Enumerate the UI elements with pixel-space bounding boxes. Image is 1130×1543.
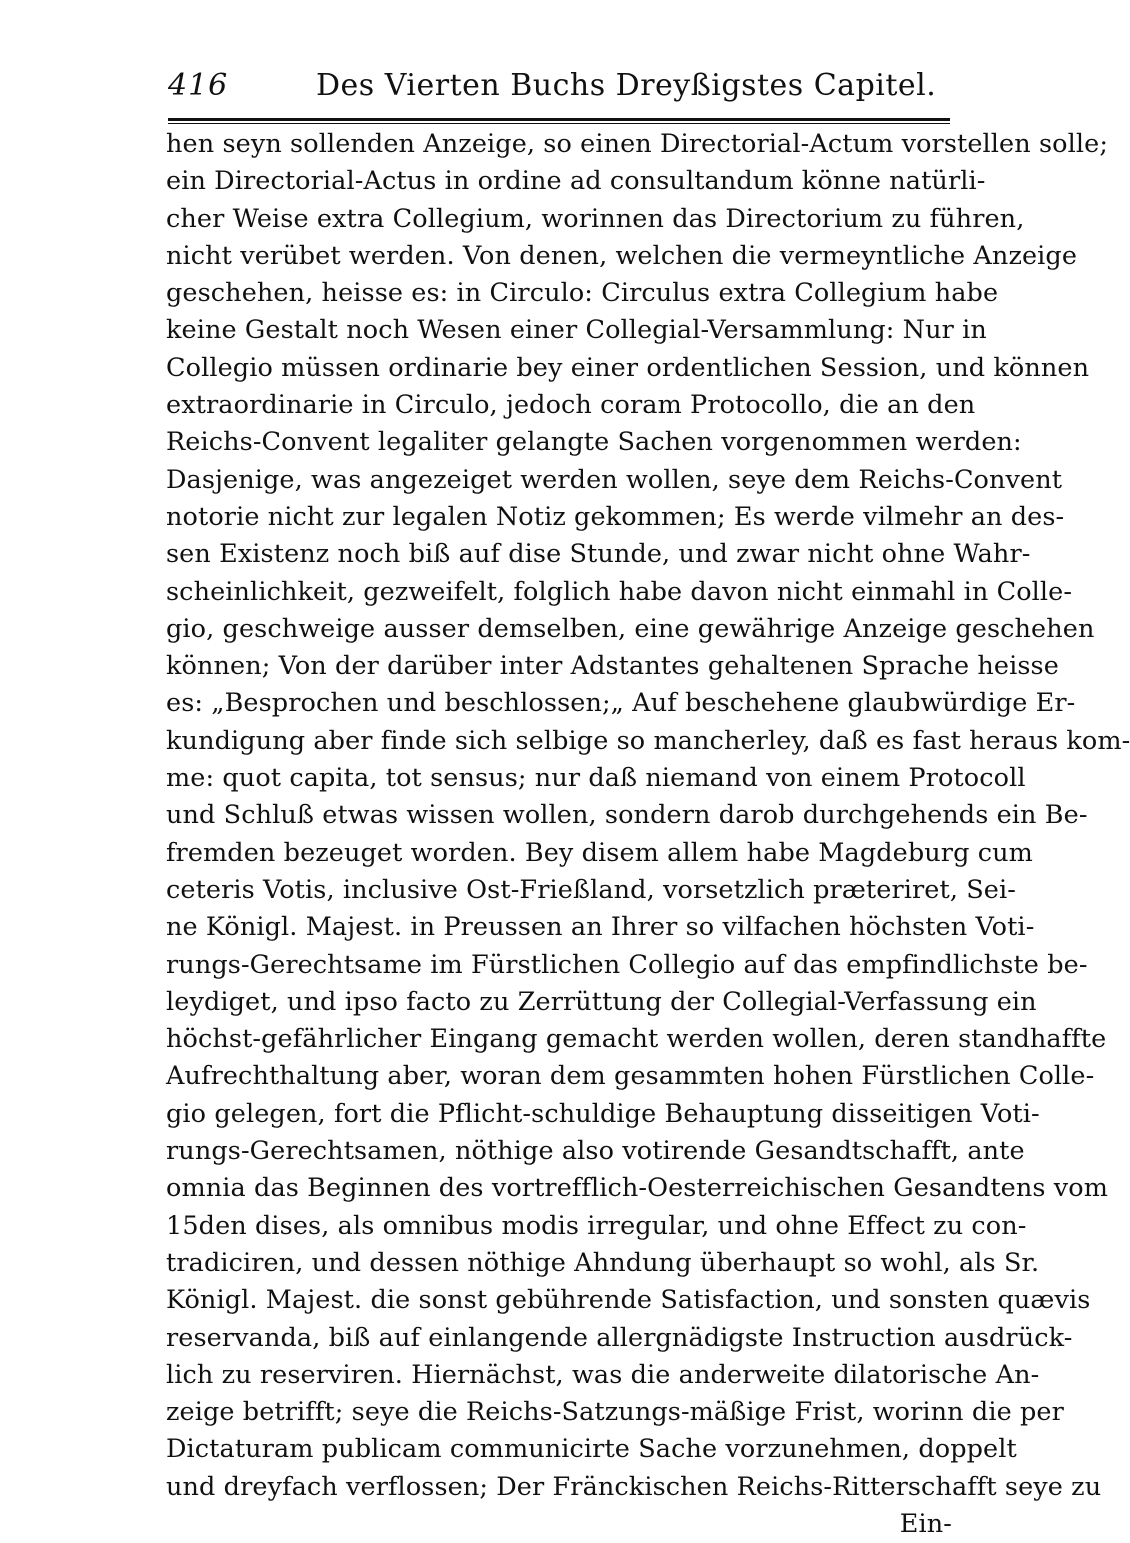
text-line: kundigung aber finde sich selbige so mancherley, daß es fast heraus kom- [166,725,1130,756]
text-line: gio, geschweige ausser demselben, eine gewährige Anzeige geschehen [166,613,1095,644]
text-line: Dasjenige, was angezeiget werden wollen, seye dem Reichs-Convent [166,464,1063,495]
body-text [166,126,1130,1543]
text-line: extraordinarie in Circulo, jedoch coram Protocollo, die an den [166,390,976,421]
text-line: geschehen, heisse es: in Circulo: Circulus extra Collegium habe [166,278,999,309]
text-line: tradiciren, und dessen nöthige Ahndung überhaupt so wohl, als Sr. [166,1247,1040,1278]
text-line: Aufrechthaltung aber, woran dem gesammten hohen Fürstlichen Colle- [166,1061,1095,1092]
text-line: gio gelegen, fort die Pflicht-schuldige Behauptung disseitigen Voti- [166,1098,1040,1129]
text-line: leydiget, und ipso facto zu Zerrüttung der Collegial-Verfassung ein [166,986,1037,1017]
text-line: fremden bezeuget worden. Bey disem allem habe Magdeburg cum [166,837,1033,868]
text-line: rungs-Gerechtsame im Fürstlichen Collegio auf das empfindlichste be- [166,949,1088,980]
text-line: Königl. Majest. die sonst gebührende Satisfaction, und sonsten quævis [166,1285,1091,1316]
header-rule [168,118,950,124]
text-line: und Schluß etwas wissen wollen, sondern darob durchgehends ein Be- [166,800,1088,831]
text-line: nicht verübet werden. Von denen, welchen die vermeyntliche Anzeige [166,240,1078,271]
text-line: es: „Besprochen und beschlossen;„ Auf beschehene glaubwürdige Er- [166,688,1076,719]
text-line: scheinlichkeit, gezweifelt, folglich habe davon nicht einmahl in Colle- [166,576,1073,607]
text-line: cher Weise extra Collegium, worinnen das Directorium zu führen, [166,203,1025,234]
catchword: Ein- [899,1508,952,1539]
text-line: Collegio müssen ordinarie bey einer ordentlichen Session, und können [166,352,1090,383]
text-line: reservanda, biß auf einlangende allergnädigste Instruction ausdrück- [166,1322,1073,1353]
text-line: rungs-Gerechtsamen, nöthige also votirende Gesandtschafft, ante [166,1136,1025,1167]
text-line: ein Directorial-Actus in ordine ad consultandum könne natürli- [166,166,986,197]
text-line: keine Gestalt noch Wesen einer Collegial-Versammlung: Nur in [166,315,987,346]
text-line: ceteris Votis, inclusive Ost-Frießland, vorsetzlich præteriret, Sei- [166,874,1016,905]
text-line: lich zu reserviren. Hiernächst, was die anderweite dilatorische An- [166,1359,1040,1390]
text-line: höchst-gefährlicher Eingang gemacht werden wollen, deren standhaffte [166,1024,1107,1055]
text-line: notorie nicht zur legalen Notiz gekommen; Es werde vilmehr an des- [166,501,1065,532]
text-line: ne Königl. Majest. in Preussen an Ihrer so vilfachen höchsten Voti- [166,912,1035,943]
text-line: 15den dises, als omnibus modis irregular, und ohne Effect zu con- [166,1210,1027,1241]
running-title: Des Vierten Buchs Dreyßigstes Capitel. [316,68,937,103]
text-line: können; Von der darüber inter Adstantes gehaltenen Sprache heisse [166,651,1059,682]
text-line: me: quot capita, tot sensus; nur daß niemand von einem Protocoll [166,763,1026,794]
text-line: zeige betrifft; seye die Reichs-Satzungs-mäßige Frist, worinn die per [166,1397,1064,1428]
text-line: Reichs-Convent legaliter gelangte Sachen vorgenommen werden: [166,427,1022,458]
page-number: 416 [168,68,229,103]
text-line: hen seyn sollenden Anzeige, so einen Directorial-Actum vorstellen solle; [166,129,1109,159]
text-line: omnia das Beginnen des vortrefflich-Oesterreichischen Gesandtens vom [166,1173,1109,1204]
text-line: Dictaturam publicam communicirte Sache vorzunehmen, doppelt [166,1434,1017,1465]
text-line: sen Existenz noch biß auf dise Stunde, und zwar nicht ohne Wahr- [166,539,1031,570]
running-head [168,68,948,108]
text-line: und dreyfach verflossen; Der Fränckischen Reichs-Ritterschafft seye zu [166,1471,1102,1502]
